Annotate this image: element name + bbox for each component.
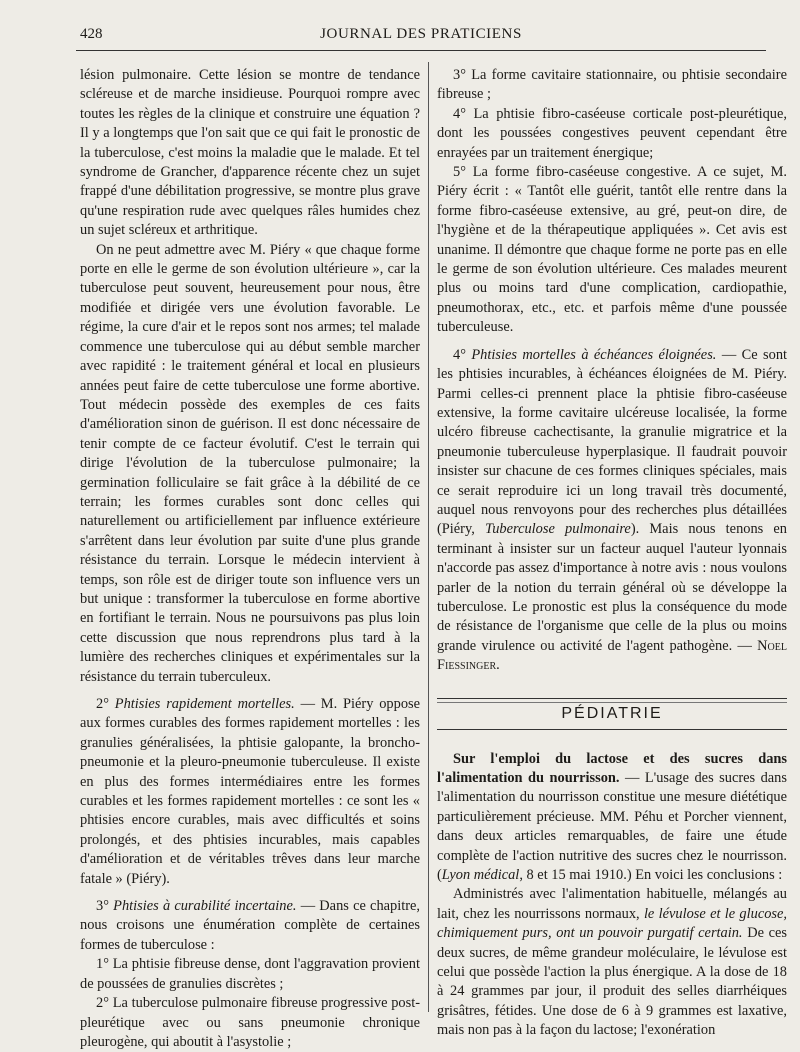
article-paragraph xyxy=(437,750,787,886)
item-number: 4° xyxy=(453,346,466,363)
article-lead: Sur l'emploi du lactose et des sucres dans l'alimentation du nourrisson. xyxy=(437,750,787,786)
item-number: 3° xyxy=(96,898,109,915)
subsection-title: Phtisies rapidement mortelles. xyxy=(114,696,295,712)
paragraph-text: — L'usage des sucres dans l'alimentation du nourrisson constitue une mesure diététique particulièrement précieuse. MM. Péhu et Porcher viennent, dans deux articles remarquables, de faire une étude complète de l'action nutritive des sucres chez le nourrisson. ( xyxy=(437,770,787,884)
right-column xyxy=(437,66,787,1041)
paragraph-distant-fatal xyxy=(437,346,787,676)
list-item: 3° La forme cavitaire stationnaire, ou phtisie secondaire fibreuse ; xyxy=(437,67,787,103)
citation: Tuberculose pulmonaire xyxy=(485,521,631,538)
paragraph-text: — Dans ce chapitre, nous croisons une énumération complète de certaines formes de tuberculose : xyxy=(80,898,420,953)
paragraph-text: , 8 et 15 mai 1910.) En voici les conclusions : xyxy=(519,867,783,884)
citation: Lyon médical xyxy=(441,867,520,884)
list-item: 4° La phtisie fibro-caséeuse corticale post-pleurétique, dont les poussées congestives peuvent cependant être enrayées par un traitement énergique; xyxy=(437,105,787,161)
page-number: 428 xyxy=(80,26,103,42)
page-header xyxy=(76,26,766,46)
paragraph: On ne peut admettre avec M. Piéry « que chaque forme porte en elle le germe de son évolution ultérieure », car la tuberculose peut souvent, heureusement pour nous, être modifiée et dirigée vers une évolution favorable. Le régime, la cure d'air et le repos sont nos armes; tel malade commence une tuberculose qui au début semble marcher avec rapidité : le traitement général et local en plusieurs années peut faire de cette tuberculose une forme abortive. Tout médecin possède des exemples de ces faits d'amélioration sinon de guérison. Il est donc nécessaire de tenir compte de ce facteur évolutif. C'est le terrain qui dirige l'évolution de la tuberculose pulmonaire; la germination folliculaire se fait grâce à la débilité de ce terrain; les formes curables sont donc celles qui naturellement ou artificiellement par influence extérieure s'arrêtent dans leur évolution par suite d'une plus grande résistance du terrain. Lorsque le médecin intervient à temps, son rôle est de diriger toute son influence vers un but unique : transformer la tuberculose en forme abortive en fortifiant le terrain. Nous ne poursuivons pas plus loin cette discussion que nous reprendrons plus tard à la lumière des recherches cliniques et expérimentales sur la résistance du terrain tuberculeux. xyxy=(80,241,420,685)
paragraph-text: — Ce sont les phtisies incurables, à échéances éloignées de M. Piéry. Parmi celles-ci prennent place la phtisie fibro-caséeuse extensive, la forme cavitaire ulcéreuse localisée, la forme ulcéro fibreuse cachectisante, la granulie migratrice et la pneumonie tuberculeuse hyperplasique. Il faudrait pouvoir insister sur chacune de ces formes cliniques spéciales, mais ce serait reproduire ici un long travail très documenté, auquel nous renvoyons pour des recherches plus détaillées (Piéry, xyxy=(437,346,788,538)
paragraph-text: De ces deux sucres, de même grandeur moléculaire, le lévulose est celui que possède l'action la plus énergique. A la dose de 18 à 24 grammes par jour, il produit des selles diarrhéiques grisâtres, fétides. Une dose de 6 à 9 grammes est laxative, mais non pas à la façon du lactose; l'exonération xyxy=(437,925,787,1039)
article-paragraph xyxy=(437,885,787,1040)
paragraph: lésion pulmonaire. Cette lésion se montre de tendance scléreuse et de marche insidieuse. Pourquoi rompre avec toutes les règles de la clinique et construire une équation ? Il y a longtemps que l'on sait que ce qui fait le pronostic de la tuberculose, c'est moins la maladie que le malade. Et tel syndrome de Grancher, d'apparence récente chez un sujet frappé d'une débilitation progressive, se montre plus grave qu'une respiration rude avec quelques râles humides chez un sujet scléreux et arthritique. xyxy=(80,67,420,239)
journal-title: JOURNAL DES PRATICIENS xyxy=(320,26,522,42)
item-number: 2° xyxy=(96,696,109,712)
section-title: PÉDIATRIE xyxy=(561,704,663,722)
header-rule xyxy=(76,50,766,51)
left-column xyxy=(80,66,420,1052)
paragraph-text: Administrés avec l'alimentation habituelle, mélangés au lait, chez les nourrissons normaux, xyxy=(437,886,787,922)
column-divider xyxy=(428,62,429,1012)
paragraph-text: ). Mais nous tenons en terminant à insister sur un facteur auquel l'auteur lyonnais n'accorde pas assez d'importance à notre avis : nous voulons parler de la notion du terrain général où se développe la tuberculose. Le pronostic est plus la conséquence du mode de résistance de l'organisme que celle de la plus ou moins grande virulence ou activité de l'agent pathogène. — xyxy=(437,521,788,654)
subsection-title: Phtisies mortelles à échéances éloignées. xyxy=(471,346,717,363)
section-heading-box xyxy=(437,698,787,730)
author-signature: Noel Fiessinger. xyxy=(437,637,787,674)
section-double-rule xyxy=(437,702,787,703)
paragraph-uncertain-curability xyxy=(80,897,420,955)
list-item: 1° La phtisie fibreuse dense, dont l'aggravation provient de poussées de granulies discrètes ; xyxy=(80,956,420,992)
paragraph-text: — M. Piéry oppose aux formes curables des formes rapidement mortelles : les granulies généralisées, la phtisie galopante, la broncho-pneumonie et la pleuro-pneumonie tuberculeuse. Il existe en plus des formes intermédiaires entre les formes curables et les formes rapidement mortelles : ce sont les « phtisies encore curables, mais avec difficultés et soins prolongés, et des phtisies incurables, mais capables d'amélioration et de véritables trêves dans leur marche fatale » (Piéry). xyxy=(80,696,420,887)
list-item: 5° La forme fibro-caséeuse congestive. A ce sujet, M. Piéry écrit : « Tantôt elle guérit, tantôt elle rentre dans la forme fibro-caséeuse extensive, au gré, peut-on dire, de l'hygiène et de la thérapeutique appliquées ». Cet avis est unanime. Il démontre que chaque forme ne porte pas en elle le germe de son évolution ultérieure. Ces malades meurent plus ou moins tard d'une complication, cardiopathie, pneumothorax, etc., etc. et parfois même d'une poussée tuberculeuse. xyxy=(437,164,787,336)
list-item: 2° La tuberculose pulmonaire fibreuse progressive post-pleurétique avec ou sans pneumonie chronique pleurogène, qui aboutit à l'asystolie ; xyxy=(80,995,420,1050)
emphasis-text: le lévulose et le glucose, chimiquement purs, ont un pouvoir purgatif certain. xyxy=(437,905,787,942)
subsection-title: Phtisies à curabilité incertaine. xyxy=(113,898,297,915)
paragraph-rapidly-fatal xyxy=(80,695,420,889)
